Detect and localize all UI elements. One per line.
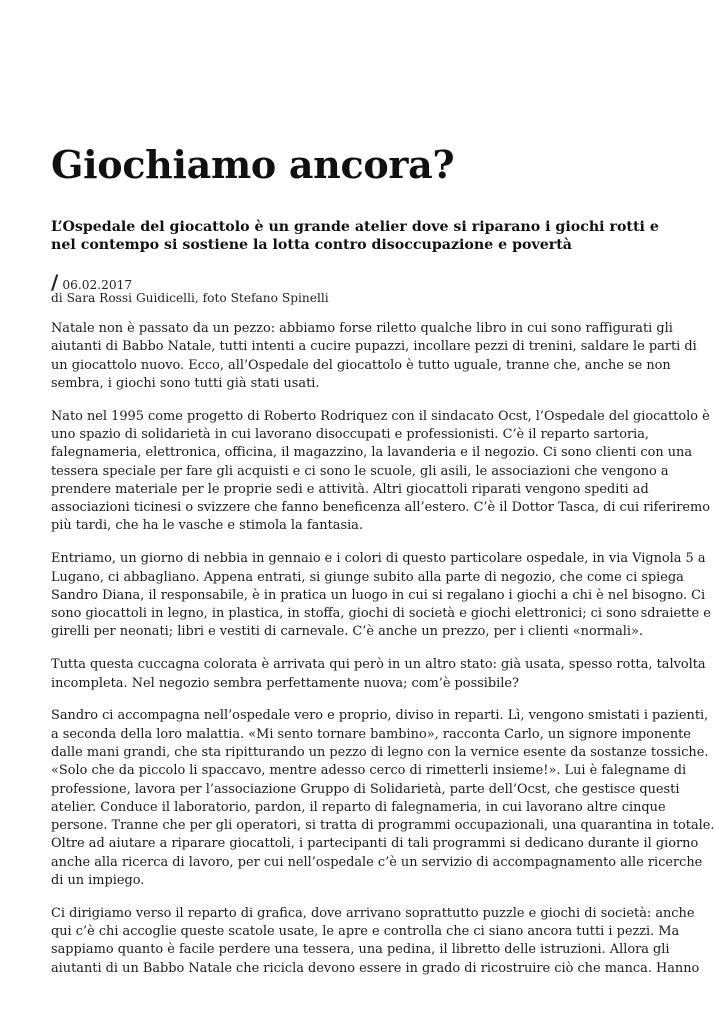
paragraph-line: prendere materiale per le proprie sedi e attività. Altri giocattoli riparati vengono spediti ad [51,481,649,497]
paragraph-line: Lugano, ci abbagliano. Appena entrati, si giunge subito alla parte di negozio, che come ci spiega [51,569,684,585]
paragraph [51,905,700,978]
paragraph-line: sappiamo quanto è facile perdere una tessera, una pedina, il libretto delle istruzioni. Allora gli [51,942,670,958]
publish-date: 06.02.2017 [62,278,133,292]
paragraph-line: Natale non è passato da un pezzo: abbiamo forse riletto qualche libro in cui sono raffigurati gli [51,321,673,336]
subtitle-line: contempo si sostiene la lotta contro disoccupazione e povertà [80,237,572,253]
paragraph-line: più tardi, che ha le vasche e stimola la fantasia. [51,518,363,534]
paragraph-line: incompleta. Nel negozio sembra perfettamente nuova; com’è possibile? [51,675,519,691]
article-meta [51,272,674,306]
paragraph [51,707,715,890]
paragraph-line: Entriamo, un giorno di nebbia in gennaio e i colori di questo particolare ospedale, in via Vignola 5 a [51,551,706,567]
paragraph [51,550,711,641]
paragraph-line: associazioni ticinesi o svizzere che fanno beneficenza all’estero. C’è il Dottor Tasca, di cui riferiremo [51,500,711,516]
byline: di Sara Rossi Guidicelli, foto Stefano Spinelli [51,291,329,305]
paragraph-line: uno spazio di solidarietà in cui lavorano disoccupati e professionisti. C’è il reparto sartoria, [51,426,650,442]
paragraph-line: aiutanti di Babbo Natale, tutti intenti a cucire pupazzi, incollare pezzi di trenini, saldare le parti di [51,339,697,355]
paragraph-line: atelier. Conduce il laboratorio, pardon, il reparto di falegnameria, in cui lavorano altre cinque [51,799,666,815]
paragraph-line: di un impiego. [51,873,145,889]
paragraph-line: «Solo che da piccolo li spaccavo, mentre adesso cerco di rimetterli insieme!». Lui è falegname di [51,763,687,779]
paragraph-line: Sandro ci accompagna nell’ospedale vero e proprio, diviso in reparti. Lì, vengono smistati i pazienti, [51,708,709,724]
paragraph-line: a seconda della loro malattia. «Mi sento tornare bambino», racconta Carlo, un signore imponente [51,726,691,742]
paragraph-line: persone. Tranne che per gli operatori, si tratta di programmi occupazionali, una quarantina in totale. [51,818,715,834]
paragraph [51,656,706,693]
paragraph-line: qui c’è chi accoglie queste scatole usate, le apre e controlla che ci siano ancora tutti i pezzi. Ma [51,924,680,940]
paragraph-line: girelli per neonati; libri e vestiti di carnevale. C’è anche un prezzo, per i clienti «normali». [51,624,644,640]
paragraph-line: Sandro Diana, il responsabile, è in pratica un luogo in cui si regalano i giochi a chi è nel bisogno. Ci [51,587,706,603]
article-body [51,320,715,993]
paragraph-line: professione, lavora per l’associazione Gruppo di Solidarietà, parte dell’Ocst, che gestisce questi [51,781,680,797]
paragraph-line: aiutanti di un Babbo Natale che ricicla devono essere in grado di ricostruire ciò che manca. Hanno [51,960,700,976]
paragraph-line: Nato nel 1995 come progetto di Roberto Rodriquez con il sindacato Ocst, l’Ospedale del giocattolo è [51,408,710,424]
paragraph-line: Tutta questa cuccagna colorata è arrivata qui però in un altro stato: già usata, spesso rotta, talvolta [51,657,706,673]
paragraph [51,408,711,536]
paragraph-line: falegnameria, elettronica, officina, il magazzino, la lavanderia e il negozio. Ci sono clienti con una [51,445,693,461]
paragraph [51,320,697,393]
slash-separator: / [51,270,59,294]
paragraph-line: tessera speciale per fare gli acquisti e ci sono le scuole, gli asili, le associazioni che vengono a [51,463,669,479]
paragraph-line: Ci dirigiamo verso il reparto di grafica, dove arrivano soprattutto puzzle e giochi di società: anche [51,905,695,921]
date-line [51,272,674,292]
article-subtitle [51,218,674,254]
paragraph-line: sembra, i giochi sono tutti già stati usati. [51,375,320,391]
article-title: Giochiamo ancora? [51,142,455,187]
paragraph-line: un giocattolo nuovo. Ecco, all’Ospedale del giocattolo è tutto uguale, tranne che, anche se non [51,357,671,373]
paragraph-line: anche alla ricerca di lavoro, per cui nell’ospedale c’è un servizio di accompagnamento alle ricerche [51,854,703,870]
subtitle-line: L’Ospedale del giocattolo è un grande atelier dove si riparano i giochi rotti e nel [51,219,659,253]
paragraph-line: dalle mani grandi, che sta ripitturando un pezzo di legno con la vernice esente da sostanze tossiche. [51,744,709,760]
paragraph-line: Oltre ad aiutare a riparare giocattoli, i partecipanti di tali programmi si dedicano durante il giorno [51,836,699,852]
paragraph-line: sono giocattoli in legno, in plastica, in stoffa, giochi di società e giochi elettronici; ci sono sdraiette e [51,606,711,622]
